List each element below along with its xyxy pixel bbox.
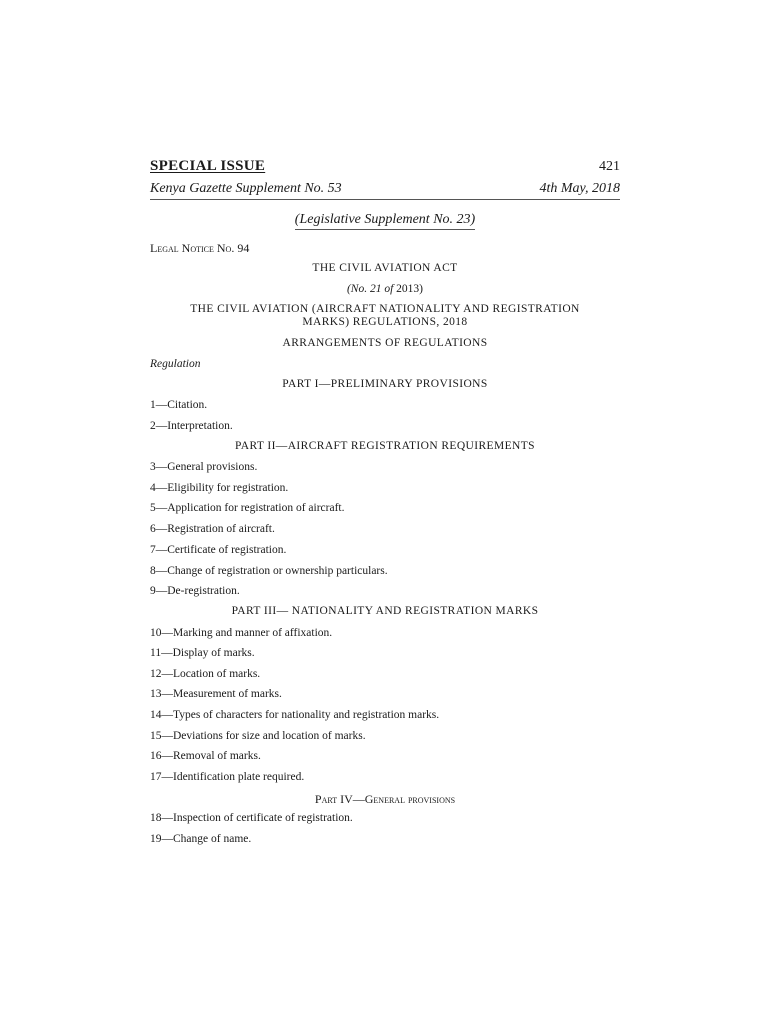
act-number-suffix: 2013) bbox=[393, 283, 424, 295]
list-item: 12—Location of marks. bbox=[150, 668, 261, 680]
list-item: 10—Marking and manner of affixation. bbox=[150, 627, 333, 639]
gazette-supplement: Kenya Gazette Supplement No. 53 bbox=[150, 181, 342, 196]
list-item: 1—Citation. bbox=[150, 399, 208, 411]
list-item: 6—Registration of aircraft. bbox=[150, 523, 275, 535]
regulation-label: Regulation bbox=[150, 358, 201, 370]
act-number-prefix: (No. 21 bbox=[346, 283, 385, 295]
list-item: 5—Application for registration of aircraft. bbox=[150, 502, 345, 514]
header-top-row bbox=[150, 158, 620, 175]
act-title: THE CIVIL AVIATION ACT bbox=[312, 262, 458, 274]
list-item: 11—Display of marks. bbox=[150, 647, 255, 659]
list-item: 7—Certificate of registration. bbox=[150, 544, 287, 556]
header-supplement-row bbox=[150, 181, 620, 200]
part-2-title: PART II—AIRCRAFT REGISTRATION REQUIREMENTS bbox=[235, 440, 535, 452]
list-item: 14—Types of characters for nationality and registration marks. bbox=[150, 709, 440, 721]
regulations-title: THE CIVIL AVIATION (AIRCRAFT NATIONALITY AND REGISTRATION MARKS) REGULATIONS, 2018 bbox=[190, 303, 580, 328]
part-4-title: Part IV—General provisions bbox=[314, 792, 456, 806]
list-item: 8—Change of registration or ownership particulars. bbox=[150, 565, 388, 577]
list-item: 15—Deviations for size and location of marks. bbox=[150, 730, 366, 742]
issue-date: 4th May, 2018 bbox=[539, 181, 620, 196]
arrangements-heading: ARRANGEMENTS OF REGULATIONS bbox=[282, 337, 488, 349]
list-item: 17—Identification plate required. bbox=[150, 771, 305, 783]
special-issue-heading: SPECIAL ISSUE bbox=[150, 158, 266, 174]
part-3-title: PART III— NATIONALITY AND REGISTRATION MARKS bbox=[231, 605, 539, 617]
list-item: 16—Removal of marks. bbox=[150, 750, 261, 762]
list-item: 4—Eligibility for registration. bbox=[150, 482, 289, 494]
legal-notice: Legal Notice No. 94 bbox=[150, 241, 250, 255]
list-item: 2—Interpretation. bbox=[150, 420, 233, 432]
part-1-title: PART I—PRELIMINARY PROVISIONS bbox=[282, 378, 488, 390]
legislative-supplement: (Legislative Supplement No. 23) bbox=[295, 212, 475, 230]
list-item: 13—Measurement of marks. bbox=[150, 688, 282, 700]
page-number: 421 bbox=[599, 159, 620, 174]
list-item: 9—De-registration. bbox=[150, 585, 240, 597]
legislative-supplement-row bbox=[150, 210, 620, 228]
act-number-of: of bbox=[384, 283, 394, 295]
list-item: 18—Inspection of certificate of registration. bbox=[150, 812, 353, 824]
gazette-page bbox=[150, 0, 620, 1024]
list-item: 3—General provisions. bbox=[150, 461, 258, 473]
list-item: 19—Change of name. bbox=[150, 833, 252, 845]
act-number bbox=[150, 283, 620, 295]
